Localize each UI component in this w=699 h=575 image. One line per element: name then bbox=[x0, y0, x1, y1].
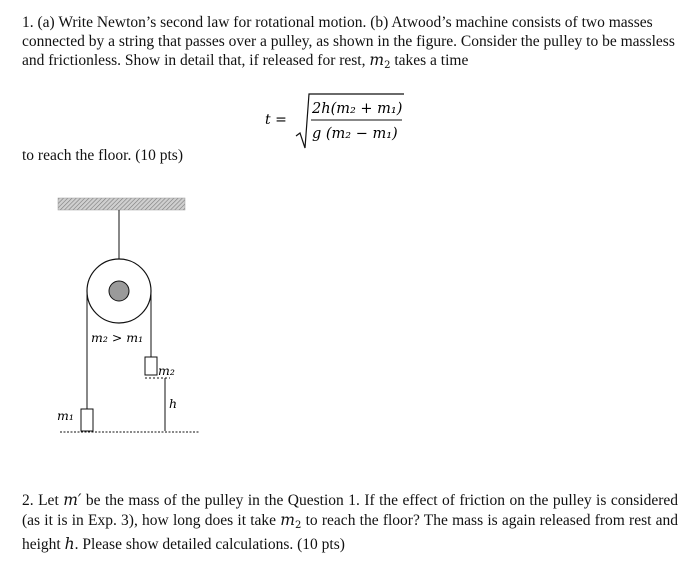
mass-1-label: m₁ bbox=[57, 408, 74, 423]
ceiling bbox=[58, 198, 185, 210]
question-1-number: 1. bbox=[22, 14, 34, 31]
height-label: h bbox=[169, 396, 178, 411]
mass-2-label: m₂ bbox=[158, 363, 175, 378]
part-a-label: (a) bbox=[37, 14, 55, 31]
m2-variable: $m_2$ bbox=[369, 51, 391, 71]
atwood-machine-figure bbox=[50, 190, 220, 440]
pulley-axle bbox=[109, 281, 129, 301]
part-a-text: Write Newton’s second law for rotational motion. bbox=[58, 14, 367, 31]
question-1-text bbox=[22, 14, 682, 76]
question-2-text: 2. Let m′ be the mass of the pulley in the Question 1. If the effect of friction on the pulley is considered (as it is in Exp. 3), how long does it take $m_2$ to reach the floor? The mass is again released from rest and height h. Please show detailed calculations. (10 pts) bbox=[22, 491, 679, 553]
question-1-continuation: to reach the floor. (10 pts) bbox=[22, 147, 183, 164]
part-b-label: (b) bbox=[370, 14, 389, 31]
part-b-text-end: takes a time bbox=[394, 52, 469, 69]
equation-lhs: t = bbox=[265, 112, 287, 128]
part-b-text: Atwood’s machine consists of two masses connected by a string that passes over a pulley, as shown in the figure. Consider the pulley to be massless and frictionless. Show in detail that, if released for rest, bbox=[22, 14, 675, 69]
mass-1-block bbox=[81, 409, 93, 431]
height-variable: h bbox=[64, 535, 75, 553]
equation-denominator: g (m₂ − m₁) bbox=[312, 126, 398, 142]
m2-variable: $m_2$ bbox=[280, 510, 302, 531]
pulley-mass-variable: m′ bbox=[63, 491, 82, 509]
mass-condition-label: m₂ > m₁ bbox=[91, 330, 144, 345]
equation-numerator: 2h(m₂ + m₁) bbox=[312, 101, 403, 117]
time-equation bbox=[262, 92, 422, 150]
mass-2-block bbox=[145, 357, 157, 375]
